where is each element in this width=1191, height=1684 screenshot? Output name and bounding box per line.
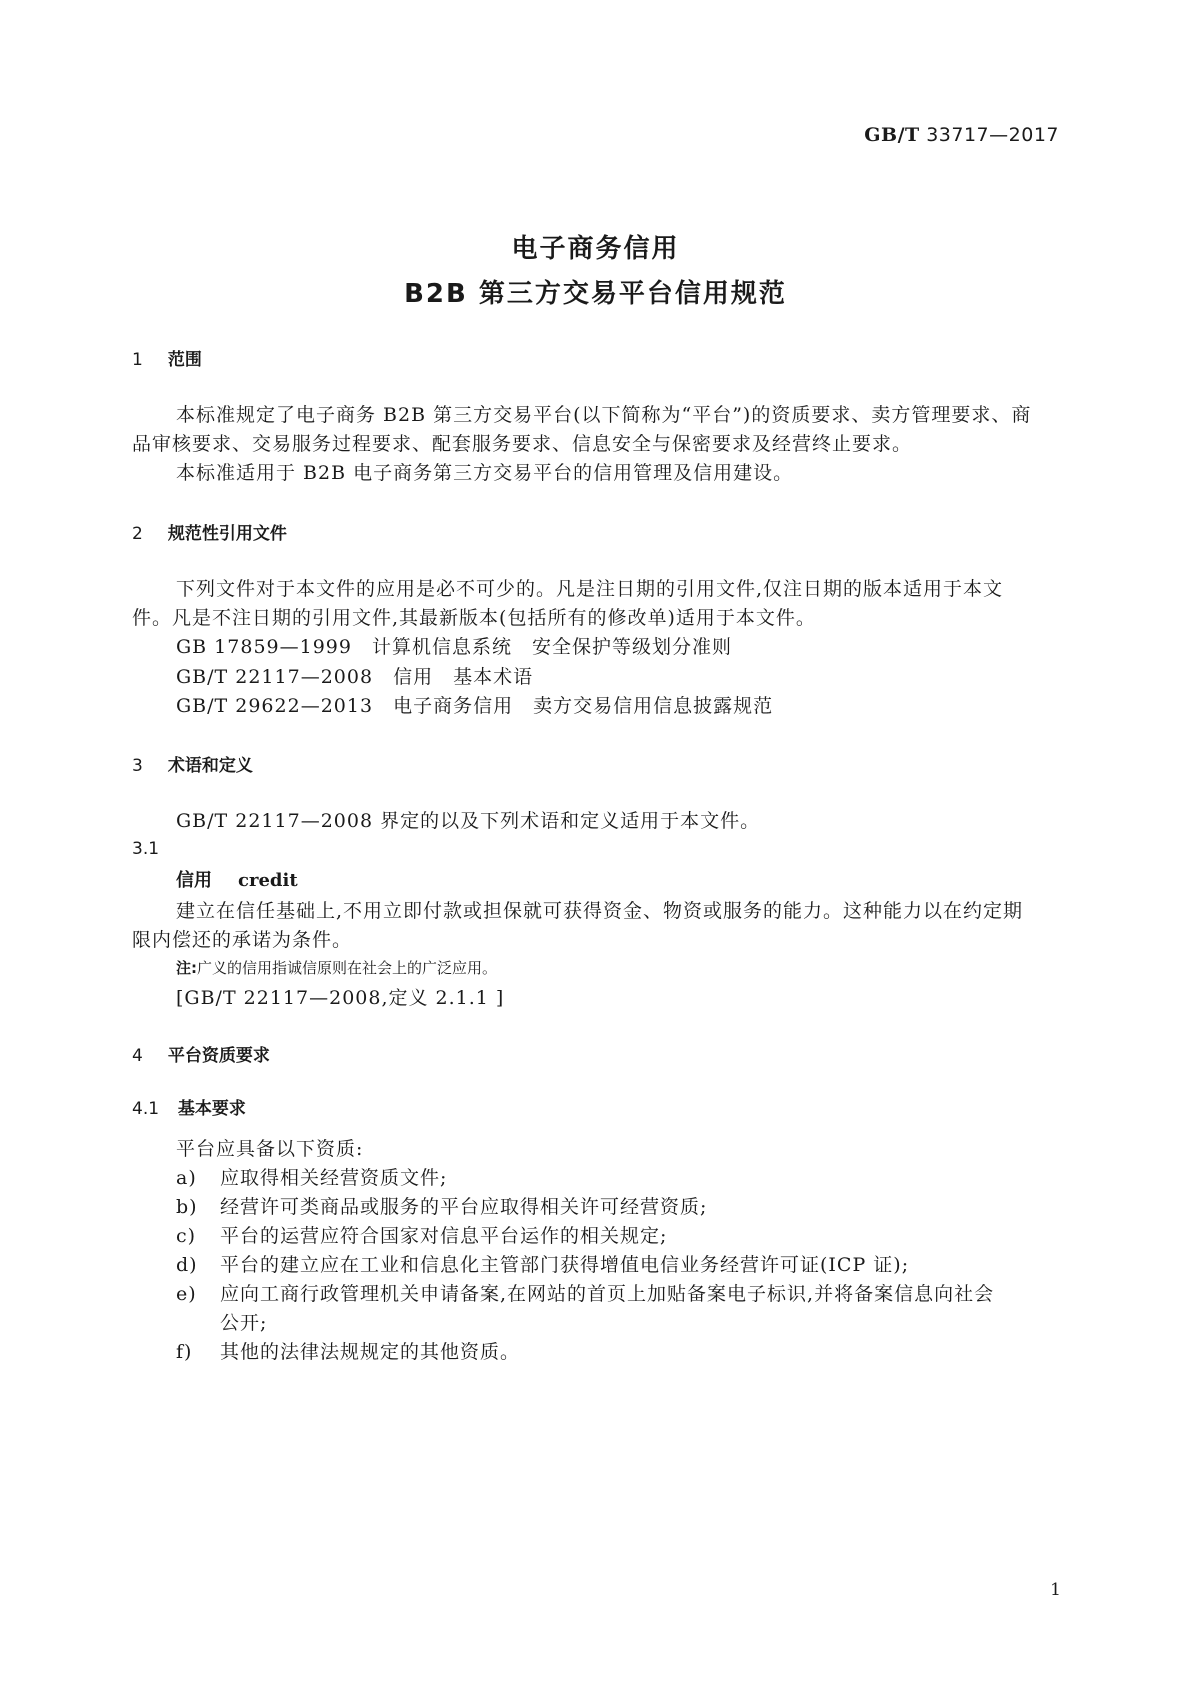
term-chinese: 信用 (176, 870, 212, 891)
normative-reference (176, 632, 732, 659)
term-entry (176, 866, 298, 892)
section-title: 平台资质要求 (167, 1046, 270, 1066)
list-item (176, 1192, 707, 1219)
document-title-line1: 电子商务信用 (511, 234, 680, 264)
reference-subtitle: 基本术语 (453, 666, 534, 688)
list-marker: b) (176, 1196, 198, 1218)
list-text: 平台的建立应在工业和信息化主管部门获得增值电信业务经营许可证(ICP 证); (220, 1254, 910, 1276)
term-note (176, 957, 497, 978)
term-english: credit (238, 870, 298, 891)
term-source: [GB/T 22117—2008,定义 2.1.1 ] (176, 987, 505, 1009)
section-4-heading (132, 1041, 270, 1066)
list-marker: f) (176, 1341, 193, 1363)
term-definition-line-2: 限内偿还的承诺为条件。 (132, 929, 353, 951)
section-2-heading (132, 519, 287, 544)
term-definition-line-1: 建立在信任基础上,不用立即付款或担保就可获得资金、物资或服务的能力。这种能力以在约定期 (176, 900, 1024, 922)
list-text: 应取得相关经营资质文件; (220, 1167, 448, 1189)
section-title: 术语和定义 (167, 756, 253, 776)
list-item (176, 1250, 909, 1277)
list-marker: a) (176, 1167, 197, 1189)
normative-reference (176, 662, 533, 689)
note-text: 广义的信用指诚信原则在社会上的广泛应用。 (197, 959, 498, 977)
section-number: 1 (132, 350, 143, 370)
term-number: 3.1 (132, 839, 160, 859)
section-3-intro: GB/T 22117—2008 界定的以及下列术语和定义适用于本文件。 (176, 810, 761, 832)
list-text: 平台的运营应符合国家对信息平台运作的相关规定; (220, 1225, 668, 1247)
reference-name: 计算机信息系统 (371, 636, 512, 658)
section-number: 3 (132, 756, 143, 776)
standard-prefix: GB/T (864, 124, 920, 146)
reference-subtitle: 卖方交易信用信息披露规范 (533, 695, 774, 717)
reference-code: GB/T 22117—2008 (176, 666, 374, 688)
normative-reference (176, 691, 773, 718)
subsection-intro: 平台应具备以下资质: (176, 1138, 364, 1160)
list-text: 其他的法律法规规定的其他资质。 (220, 1341, 521, 1363)
section-1-paragraph-1-line-2: 品审核要求、交易服务过程要求、配套服务要求、信息安全与保密要求及经营终止要求。 (132, 433, 913, 455)
section-number: 2 (132, 524, 143, 544)
list-text: 应向工商行政管理机关申请备案,在网站的首页上加贴备案电子标识,并将备案信息向社会 (220, 1283, 995, 1305)
list-marker: c) (176, 1225, 197, 1247)
list-item (176, 1337, 520, 1364)
list-marker: e) (176, 1283, 197, 1305)
section-2-paragraph-line-2: 件。凡是不注日期的引用文件,其最新版本(包括所有的修改单)适用于本文件。 (132, 607, 816, 629)
list-marker: d) (176, 1254, 198, 1276)
reference-subtitle: 安全保护等级划分准则 (532, 636, 733, 658)
section-1-paragraph-1-line-1: 本标准规定了电子商务 B2B 第三方交易平台(以下简称为“平台”)的资质要求、卖方管理要求、商 (176, 404, 1032, 426)
section-2-paragraph-line-1: 下列文件对于本文件的应用是必不可少的。凡是注日期的引用文件,仅注日期的版本适用于本文 (176, 578, 1004, 600)
document-title-line2: B2B 第三方交易平台信用规范 (404, 279, 787, 309)
list-text: 经营许可类商品或服务的平台应取得相关许可经营资质; (220, 1196, 708, 1218)
section-title: 规范性引用文件 (167, 524, 287, 544)
list-item-continuation: 公开; (220, 1312, 268, 1334)
reference-code: GB/T 29622—2013 (176, 695, 374, 717)
section-title: 范围 (167, 350, 202, 370)
list-item (176, 1221, 667, 1248)
reference-name: 电子商务信用 (393, 695, 514, 717)
reference-name: 信用 (393, 666, 434, 688)
section-3-heading (132, 751, 253, 776)
subsection-title: 基本要求 (177, 1099, 246, 1119)
section-number: 4 (132, 1046, 143, 1066)
section-1-paragraph-2: 本标准适用于 B2B 电子商务第三方交易平台的信用管理及信用建设。 (176, 462, 794, 484)
page-number: 1 (1050, 1580, 1061, 1600)
section-1-heading (132, 345, 202, 370)
subsection-number: 4.1 (132, 1099, 160, 1119)
note-label: 注: (176, 959, 197, 977)
standard-number (864, 124, 1059, 146)
list-item (176, 1163, 447, 1190)
reference-code: GB 17859—1999 (176, 636, 352, 658)
standard-code: 33717—2017 (926, 124, 1059, 146)
subsection-4-1-heading (132, 1094, 246, 1119)
list-item (176, 1279, 994, 1306)
